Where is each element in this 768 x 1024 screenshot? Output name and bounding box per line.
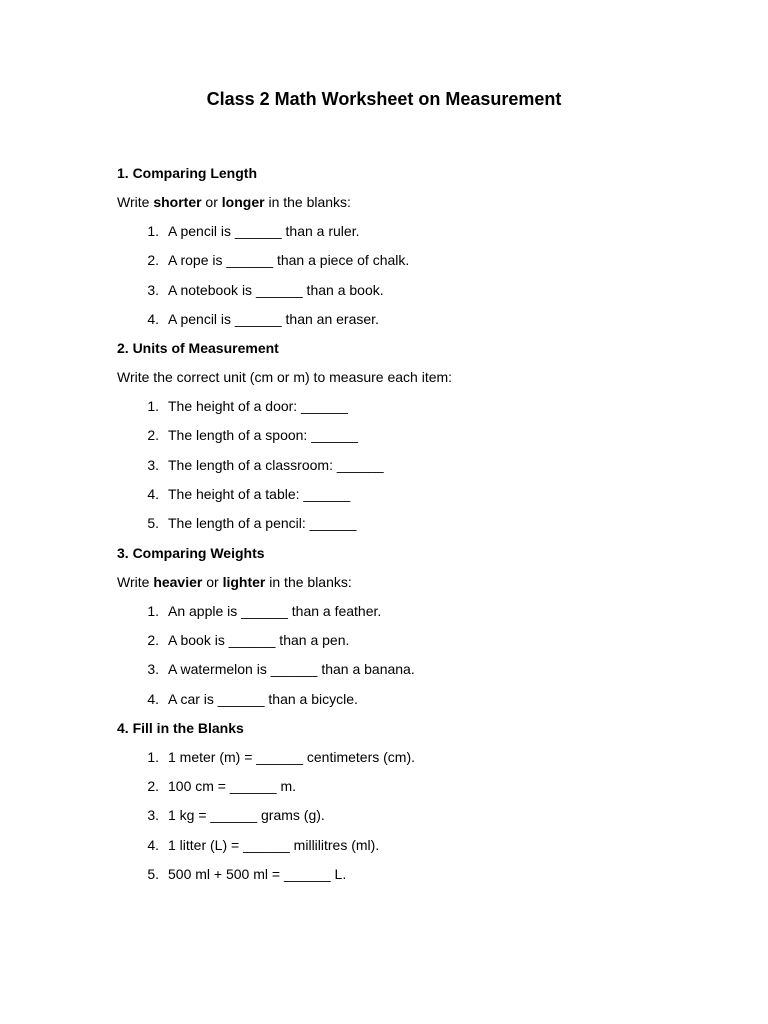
item-text: The length of a classroom: ______: [168, 456, 384, 473]
item-number: 3.: [147, 281, 159, 298]
section-instruction: [117, 194, 768, 211]
instruction-suffix: in the blanks:: [265, 573, 352, 590]
item-text: A pencil is ______ than an eraser.: [168, 310, 379, 327]
item-text: 500 ml + 500 ml = ______ L.: [168, 866, 347, 883]
item-number: 1.: [147, 748, 159, 765]
question-list: [117, 749, 768, 883]
list-item: [117, 252, 768, 269]
item-number: 3.: [147, 807, 159, 824]
section-heading: 2. Units of Measurement: [117, 340, 279, 357]
list-item: [117, 515, 768, 532]
section-heading: 4. Fill in the Blanks: [117, 719, 244, 736]
list-item: [117, 807, 768, 824]
section-heading: 1. Comparing Length: [117, 165, 257, 181]
instruction-middle: or: [202, 573, 223, 590]
item-text: A rope is ______ than a piece of chalk.: [168, 252, 410, 269]
item-number: 1.: [147, 398, 159, 415]
section-units-of-measurement: [117, 340, 768, 532]
item-text: The height of a door: ______: [168, 398, 348, 415]
item-text: An apple is ______ than a feather.: [168, 602, 382, 619]
item-number: 2.: [147, 252, 159, 269]
instruction-keyword: heavier: [153, 573, 203, 590]
question-list: [117, 603, 768, 708]
item-text: 100 cm = ______ m.: [168, 778, 297, 795]
section-comparing-length: [117, 165, 768, 328]
list-item: [117, 282, 768, 299]
page-title: Class 2 Math Worksheet on Measurement: [206, 89, 562, 109]
item-text: 1 litter (L) = ______ millilitres (ml).: [168, 836, 380, 853]
section-comparing-weights: [117, 545, 768, 708]
item-text: A book is ______ than a pen.: [168, 631, 350, 648]
list-item: [117, 778, 768, 795]
item-text: A watermelon is ______ than a banana.: [168, 661, 415, 678]
item-text: 1 kg = ______ grams (g).: [168, 807, 325, 824]
item-number: 4.: [147, 690, 159, 707]
item-number: 5.: [147, 515, 159, 532]
list-item: [117, 837, 768, 854]
instruction-keyword: longer: [221, 194, 265, 210]
section-instruction: Write the correct unit (cm or m) to measure each item:: [117, 369, 453, 386]
instruction-middle: or: [201, 194, 222, 210]
list-item: [117, 398, 768, 415]
instruction-prefix: Write: [117, 194, 154, 210]
list-item: [117, 223, 768, 240]
item-text: The height of a table: ______: [168, 486, 351, 503]
list-item: [117, 866, 768, 883]
instruction-keyword: shorter: [153, 194, 202, 210]
item-text: A pencil is ______ than a ruler.: [168, 223, 360, 239]
instruction-keyword: lighter: [222, 573, 266, 590]
item-number: 4.: [147, 836, 159, 853]
list-item: [117, 311, 768, 328]
item-number: 4.: [147, 310, 159, 327]
instruction-prefix: Write: [117, 573, 154, 590]
section-fill-in-the-blanks: [117, 720, 768, 883]
list-item: [117, 691, 768, 708]
item-number: 3.: [147, 661, 159, 678]
item-number: 1.: [147, 602, 159, 619]
item-number: 4.: [147, 486, 159, 503]
item-text: The length of a spoon: ______: [168, 427, 358, 444]
item-number: 2.: [147, 631, 159, 648]
item-number: 1.: [147, 223, 159, 239]
section-instruction: [117, 574, 768, 591]
list-item: [117, 661, 768, 678]
list-item: [117, 632, 768, 649]
item-text: A notebook is ______ than a book.: [168, 281, 384, 298]
item-text: A car is ______ than a bicycle.: [168, 690, 358, 707]
question-list: [117, 398, 768, 532]
list-item: [117, 486, 768, 503]
item-number: 2.: [147, 427, 159, 444]
instruction-suffix: in the blanks:: [264, 194, 351, 210]
list-item: [117, 603, 768, 620]
list-item: [117, 457, 768, 474]
item-text: The length of a pencil: ______: [168, 515, 357, 532]
item-number: 2.: [147, 778, 159, 795]
item-number: 5.: [147, 866, 159, 883]
list-item: [117, 749, 768, 766]
section-heading: 3. Comparing Weights: [117, 544, 265, 561]
item-text: 1 meter (m) = ______ centimeters (cm).: [168, 748, 416, 765]
item-number: 3.: [147, 456, 159, 473]
list-item: [117, 427, 768, 444]
question-list: [117, 223, 768, 328]
